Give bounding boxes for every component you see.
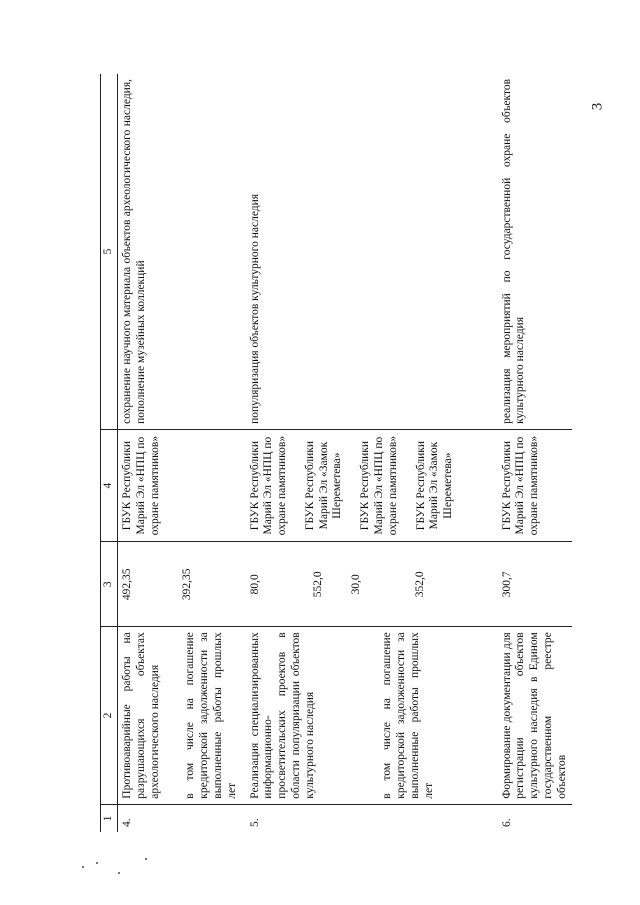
row-amount — [498, 542, 573, 627]
executor-text-2: ГБУК Республики Марий Эл «Замок Шереметева» — [303, 440, 344, 531]
sub-executor-text-2: ГБУК Республики Марий Эл «Замок Шереметева» — [414, 440, 455, 531]
row-executor — [246, 429, 498, 541]
sub-amount-value-2: 352,0 — [413, 571, 426, 598]
sub-amount-value: 30,0 — [350, 574, 363, 595]
header-row — [101, 74, 118, 832]
scan-speck — [145, 858, 147, 860]
description-text: Реализация специализированных информационно-просветительских проектов в области популяризации объектов культурного наследия — [248, 632, 316, 799]
executor-text: ГБУК Республики Марий Эл «НПЦ по охране памятников» — [248, 435, 289, 536]
sub-executor-text: ГБУК Республики Марий Эл «НПЦ по охране памятников» — [359, 435, 399, 536]
sub-description-text: в том числе на погашение кредиторской задолженности за выполненные работы прошлых лет — [184, 632, 238, 799]
amount-value: 300,7 — [500, 571, 513, 598]
result-text: популяризация объектов культурного наследия — [248, 193, 261, 424]
result-text: реализация мероприятий по государственной охране объектов культурного наследия — [500, 79, 527, 424]
page-number: 3 — [589, 102, 606, 111]
sub-description-text: в том числе на погашение кредиторской задолженности за выполненные работы прошлых лет — [381, 632, 435, 799]
row-number: 4. — [121, 818, 133, 827]
row-description — [498, 627, 573, 804]
scan-speck — [118, 872, 120, 874]
header-col-2: 2 — [101, 627, 118, 804]
scan-speck — [96, 862, 98, 864]
row-executor — [498, 429, 573, 541]
row-number: 5. — [248, 818, 261, 827]
row-executor — [118, 429, 246, 541]
executor-text: ГБУК Республики Марий Эл «НПЦ по охране памятников» — [500, 435, 541, 536]
row-result — [118, 74, 246, 429]
amount-value: 80,0 — [248, 574, 261, 595]
description-text: Противоаварийные работы на разрушающихся объектах археологического наследия — [121, 632, 161, 799]
sub-amount-value: 392,35 — [180, 568, 193, 601]
table-row — [498, 74, 573, 832]
row-description — [246, 627, 498, 804]
table-row — [246, 74, 498, 832]
header-col-5: 5 — [101, 74, 118, 429]
row-number: 6. — [500, 818, 513, 827]
amount-value-2: 552,0 — [312, 571, 325, 598]
description-text: Формирование документации для регистрации объектов культурного наследия в Едином государственном реестре объектов — [500, 632, 568, 799]
table-row — [118, 74, 246, 832]
header-col-3: 3 — [101, 542, 118, 627]
rotated-table-container — [100, 74, 568, 832]
row-description — [118, 627, 246, 804]
row-result — [498, 74, 573, 429]
amount-value: 492,35 — [121, 568, 133, 601]
scan-speck — [82, 866, 84, 868]
header-col-4: 4 — [101, 429, 118, 541]
events-table — [100, 74, 572, 832]
executor-text: ГБУК Республики Марий Эл «НПЦ по охране памятников» — [121, 435, 161, 536]
header-col-1: 1 — [101, 804, 118, 832]
row-amount — [246, 542, 498, 627]
result-text: сохранение научного материала объектов археологического наследия, пополнение музейных коллекций — [121, 79, 147, 424]
row-result — [246, 74, 498, 429]
row-amount — [118, 542, 246, 627]
